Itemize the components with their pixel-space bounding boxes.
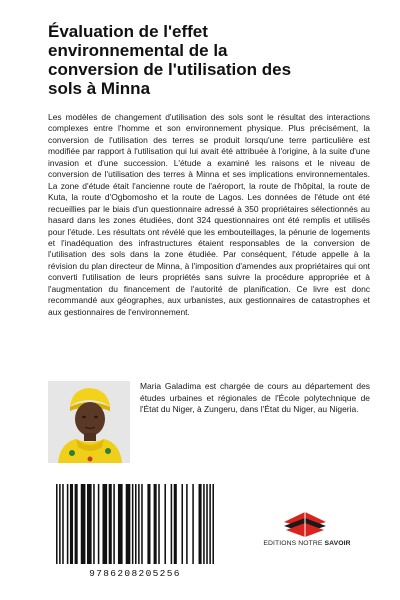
barcode-bar — [209, 484, 211, 564]
barcode-bar — [154, 484, 157, 564]
barcode-bars — [46, 480, 224, 568]
barcode-bar — [206, 484, 208, 564]
author-photo — [48, 381, 130, 463]
title-line: sols à Minna — [48, 79, 151, 98]
barcode-bar — [199, 484, 202, 564]
publisher-name — [262, 540, 352, 547]
publisher-name-bold: SAVOIR — [324, 540, 351, 547]
barcode-bar — [212, 484, 214, 564]
barcode-bar — [109, 484, 112, 564]
barcode-bar — [141, 484, 143, 564]
author-portrait-image — [48, 381, 130, 463]
barcode-bar — [126, 484, 131, 564]
barcode-bar — [181, 484, 183, 564]
barcode-bar — [93, 484, 95, 564]
barcode-bar — [87, 484, 92, 564]
barcode-bar — [164, 484, 166, 564]
title-line: Évaluation de l'effet — [48, 22, 208, 41]
book-title — [48, 22, 368, 98]
publisher-logo — [262, 500, 351, 552]
barcode-bar — [135, 484, 137, 564]
barcode-bar — [192, 484, 194, 564]
barcode-bar — [113, 484, 115, 564]
book-abstract: Les modèles de changement d'utilisation des sols sont le résultat des interactions complexes entre l'homme et son environnement physique. Plus précisément, la conversion de l'utilisation des terres se produit lorsqu'une terre particulière est modifiée par rapport à l'utilisation qui lui avait été attribuée à l'origine, à la suite d'une invasion et d'une succession. L'étude a examiné les raisons et le niveau de conversion de l'utilisation des terres à Minna et ses implications environnementales. La zone d'étude était l'ancienne route de l'aéroport, la route de l'hôpital, la route de Kuta, la route d'Ogbomosho et la route de Lagos. Les données de l'étude ont été recueillies par le biais d'un questionnaire adressé à 350 propriétaires sélectionnés au hasard dans les zones étudiées, dont 324 questionnaires ont été remplis et utilisés pour l'étude. Les résultats ont révélé que les embouteillages, la pénurie de logements et l'inadéquation des infrastructures étaient responsables de la conversion de l'utilisation des sols dans la zone étudiée. Par conséquent, l'étude appelle à la révision du plan directeur de Minna, à l'imposition d'amendes aux propriétaires qui ont converti l'utilisation de leurs propriétés sans suivre la procédure appropriée et à l'augmentation du financement de l'autorité de planification. Ce livre est donc recommandé aux géographes, aux urbanistes, aux gestionnaires de catastrophes et aux gestionnaires de l'environnement. — [48, 112, 370, 317]
isbn-barcode — [46, 480, 224, 580]
publisher-name-light: EDITIONS NOTRE — [263, 540, 325, 547]
barcode-bar — [81, 484, 86, 564]
barcode-bar — [158, 484, 160, 564]
barcode-bar — [102, 484, 107, 564]
barcode-bar — [203, 484, 205, 564]
barcode-bar — [67, 484, 69, 564]
publisher-emblem-icon — [262, 500, 348, 540]
barcode-bar — [171, 484, 173, 564]
barcode-bar — [70, 484, 73, 564]
title-line: environnemental de la — [48, 41, 228, 60]
barcode-bar — [98, 484, 100, 564]
barcode-bar — [118, 484, 123, 564]
barcode-bar — [56, 484, 58, 564]
barcode-bar — [59, 484, 61, 564]
barcode-bar — [75, 484, 78, 564]
barcode-bar — [147, 484, 150, 564]
barcode-bar — [186, 484, 188, 564]
barcode-bar — [62, 484, 64, 564]
isbn-number: 9786208205256 — [89, 568, 181, 579]
author-biography: Maria Galadima est chargée de cours au département des études urbaines et régionales de l'École polytechnique de l'État du Niger, à Zungeru, dans l'État du Niger, au Nigeria. — [140, 381, 370, 415]
title-line: conversion de l'utilisation des — [48, 60, 292, 79]
barcode-bar — [138, 484, 140, 564]
barcode-bar — [174, 484, 177, 564]
barcode-bar — [132, 484, 134, 564]
